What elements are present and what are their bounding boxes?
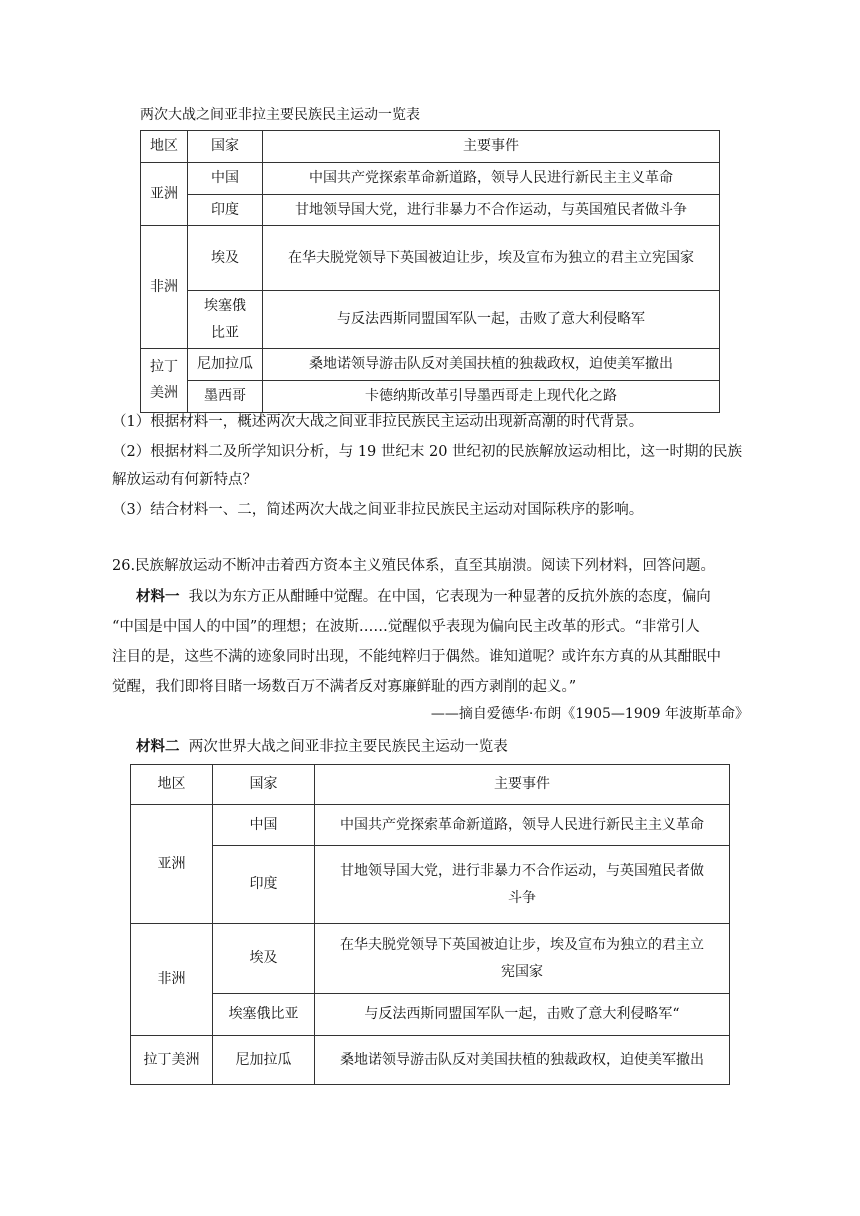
event-line: 宪国家 (501, 963, 543, 980)
country-cell: 印度 (213, 846, 315, 924)
event-cell: 与反法西斯同盟国军队一起，击败了意大利侵略军“ (315, 994, 730, 1036)
country-cell: 墨西哥 (188, 380, 263, 412)
table-row (141, 291, 720, 349)
material-1-line4: 觉醒，我们即将目睹一场数百万不满者反对寡廉鲜耻的西方剥削的起义。” (112, 679, 577, 695)
region-line: 拉丁 (150, 358, 178, 375)
event-cell: 桑地诺领导游击队反对美国扶植的独裁政权，迫使美军撤出 (315, 1036, 730, 1085)
header-event: 主要事件 (315, 765, 730, 805)
material-1-line2: “中国是中国人的中国”的理想；在波斯……觉醒似乎表现为偏向民主改革的形式。“非常引人 (112, 619, 700, 635)
region-cell: 拉丁美洲 (131, 1036, 213, 1085)
material-2-caption: 两次世界大战之间亚非拉主要民族民主运动一览表 (188, 739, 508, 755)
table-header-row (131, 765, 730, 805)
event-line: 斗争 (508, 889, 536, 906)
country-cell: 埃及 (213, 924, 315, 994)
table-row (141, 194, 720, 226)
region-line: 美洲 (150, 385, 178, 402)
material-1-line3: 注目的是，这些不满的迹象同时出现，不能纯粹归于偶然。谁知道呢？或许东方真的从其酣眠中 (112, 649, 721, 665)
country-cell: 中国 (213, 805, 315, 846)
event-cell: 中国共产党探索革命新道路，领导人民进行新民主主义革命 (263, 163, 720, 195)
region-cell: 非洲 (141, 226, 188, 349)
event-cell: 与反法西斯同盟国军队一起，击败了意大利侵略军 (263, 291, 720, 349)
question-2-line1: （2）根据材料二及所学知识分析，与 19 世纪末 20 世纪初的民族解放运动相比，这一时期的民族 (112, 444, 743, 460)
table-row (141, 349, 720, 381)
region-cell: 亚洲 (141, 163, 188, 226)
table-row (141, 380, 720, 412)
event-line: 在华夫脱党领导下英国被迫让步，埃及宣布为独立的君主立 (340, 936, 704, 953)
header-region: 地区 (131, 765, 213, 805)
header-region: 地区 (141, 131, 188, 163)
country-cell: 埃塞俄比亚 (213, 994, 315, 1036)
question-26-stem: 26.民族解放运动不断冲击着西方资本主义殖民体系，直至其崩溃。阅读下列材料，回答问题。 (112, 558, 716, 574)
country-cell: 尼加拉瓜 (213, 1036, 315, 1085)
country-line: 埃塞俄 (204, 298, 246, 315)
event-cell: 在华夫脱党领导下英国被迫让步，埃及宣布为独立的君主立宪国家 (263, 226, 720, 291)
table-row (131, 924, 730, 994)
question-2-line2: 解放运动有何新特点？ (112, 472, 257, 488)
country-cell (188, 291, 263, 349)
table-row (131, 846, 730, 924)
question-1: （1）根据材料一，概述两次大战之间亚非拉民族民主运动出现新高潮的时代背景。 (112, 414, 644, 430)
material-1-line1 (136, 583, 711, 611)
table-row (141, 226, 720, 291)
region-cell: 亚洲 (131, 805, 213, 924)
country-cell: 印度 (188, 194, 263, 226)
event-cell: 卡德纳斯改革引导墨西哥走上现代化之路 (263, 380, 720, 412)
table-header-row (141, 131, 720, 163)
country-cell: 尼加拉瓜 (188, 349, 263, 381)
event-line: 甘地领导国大党，进行非暴力不合作运动，与英国殖民者做 (340, 862, 704, 879)
event-cell (315, 924, 730, 994)
region-cell (141, 349, 188, 412)
country-line: 比亚 (211, 324, 239, 341)
table1 (140, 130, 720, 413)
table1-caption: 两次大战之间亚非拉主要民族民主运动一览表 (140, 107, 420, 123)
material-2-heading (136, 733, 508, 761)
material-2-label: 材料二 (136, 738, 180, 755)
table-row (131, 805, 730, 846)
country-cell: 埃及 (188, 226, 263, 291)
country-cell: 中国 (188, 163, 263, 195)
material-1-label: 材料一 (136, 588, 180, 605)
event-cell (315, 846, 730, 924)
event-cell: 甘地领导国大党，进行非暴力不合作运动，与英国殖民者做斗争 (263, 194, 720, 226)
event-cell: 桑地诺领导游击队反对美国扶植的独裁政权，迫使美军撤出 (263, 349, 720, 381)
material-1-source: ——摘自爱德华·布朗《1905—1909 年波斯革命》 (430, 706, 749, 722)
table2 (130, 764, 730, 1085)
event-cell: 中国共产党探索革命新道路，领导人民进行新民主主义革命 (315, 805, 730, 846)
header-event: 主要事件 (263, 131, 720, 163)
table-row (131, 994, 730, 1036)
table-row (141, 163, 720, 195)
table-row (131, 1036, 730, 1085)
header-country: 国家 (213, 765, 315, 805)
material-1-text: 我以为东方正从酣睡中觉醒。在中国，它表现为一种显著的反抗外族的态度，偏向 (188, 589, 711, 605)
question-3: （3）结合材料一、二，简述两次大战之间亚非拉民族民主运动对国际秩序的影响。 (112, 502, 644, 518)
header-country: 国家 (188, 131, 263, 163)
region-cell: 非洲 (131, 924, 213, 1036)
